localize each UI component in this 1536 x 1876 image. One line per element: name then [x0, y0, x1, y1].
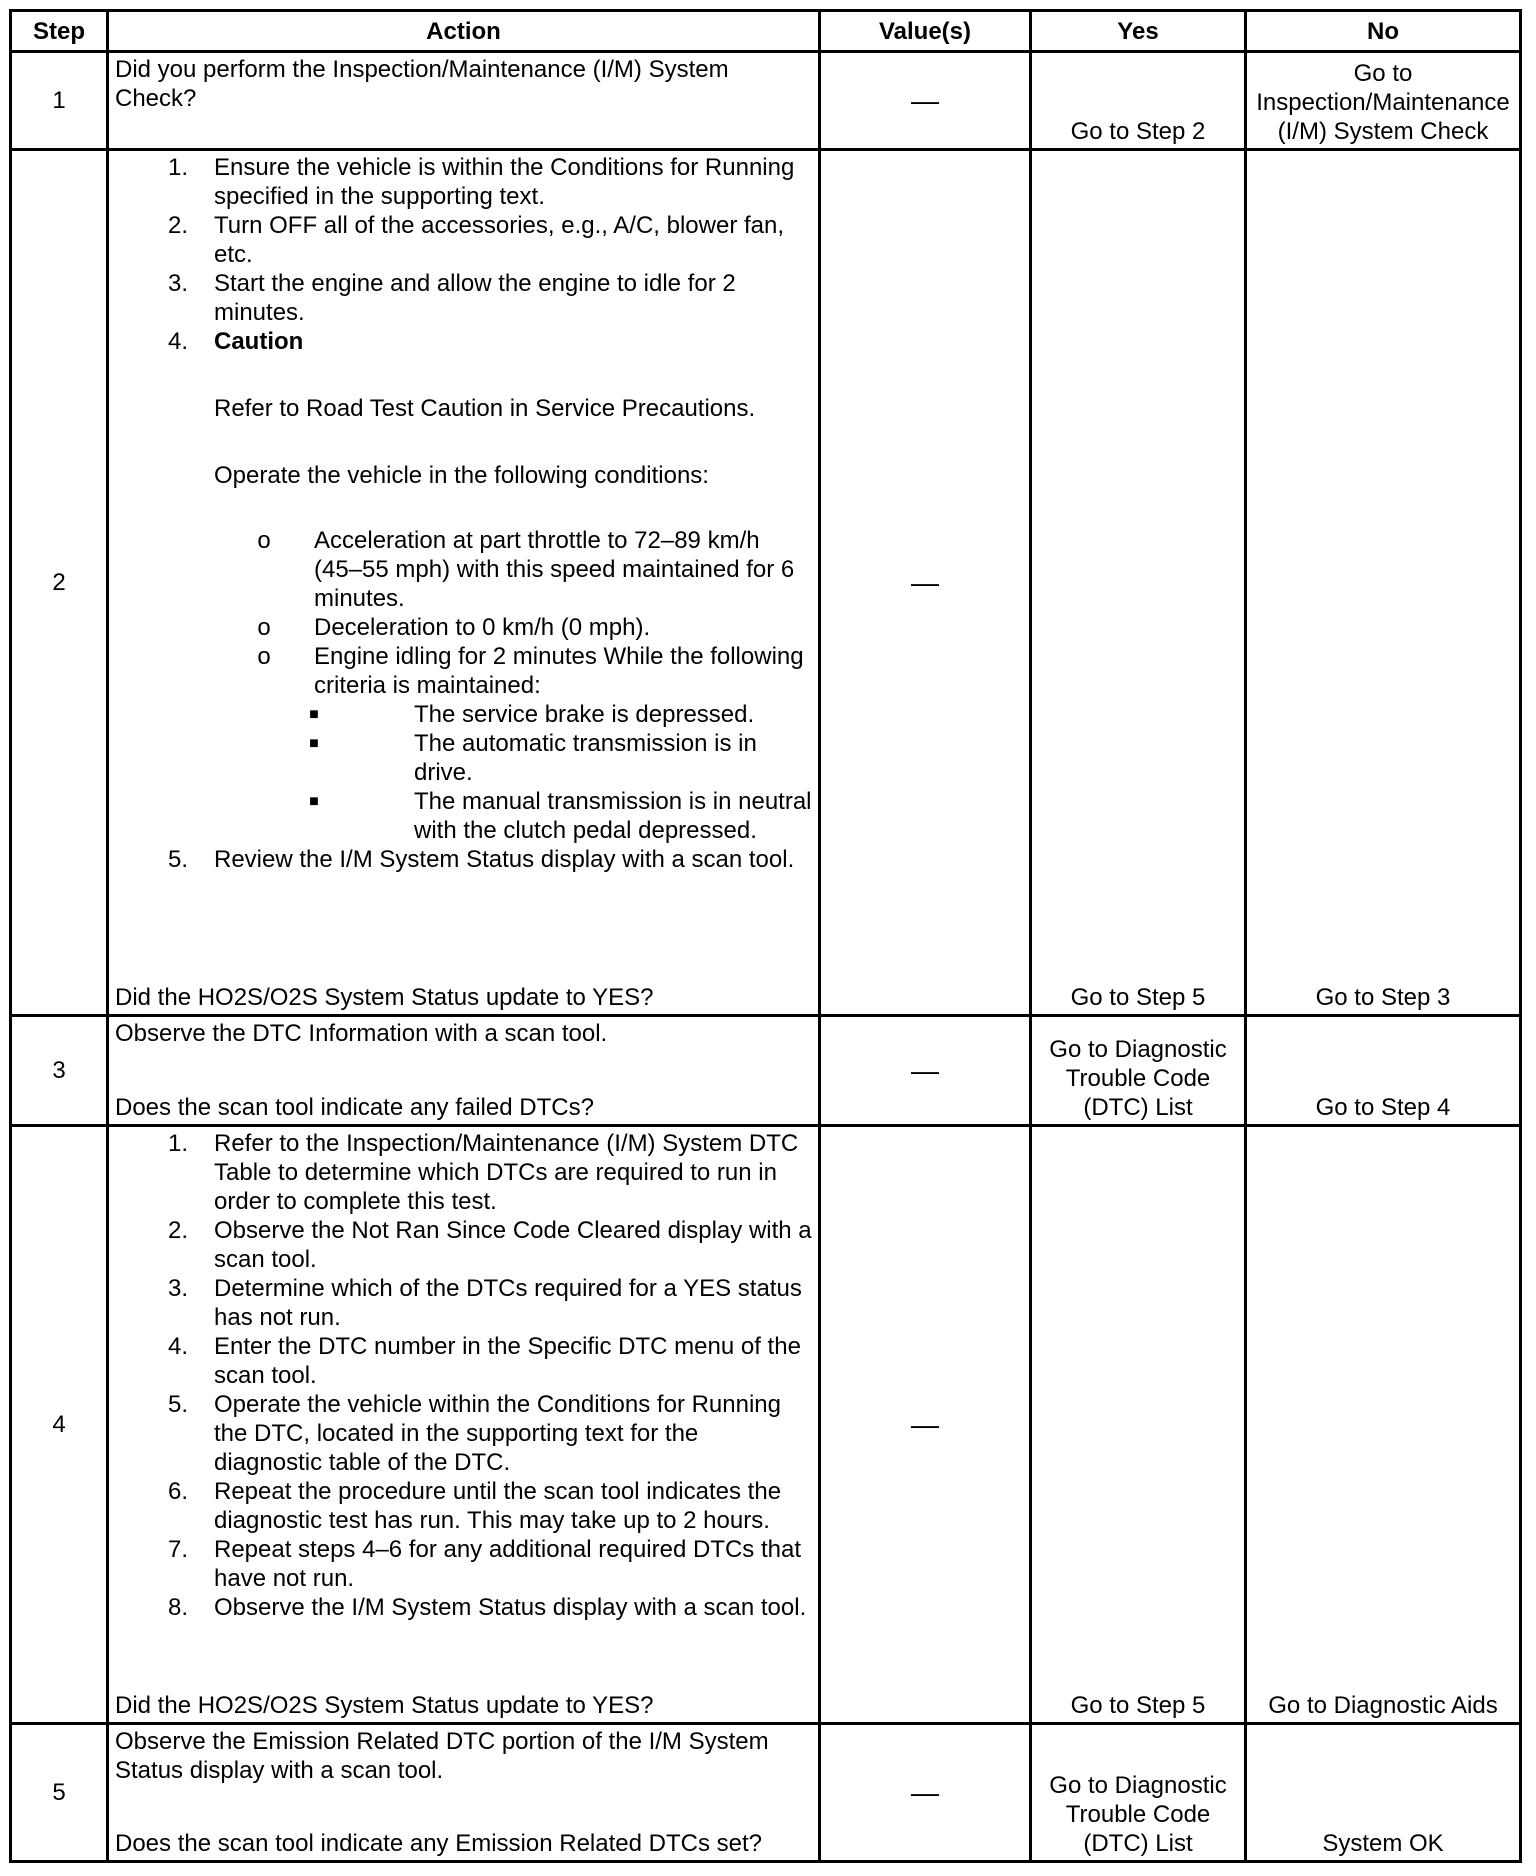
action-text: Observe the Emission Related DTC portion of the I/M System Status display with a scan tool.: [115, 1728, 769, 1784]
question-text: Did the HO2S/O2S System Status update to YES?: [115, 984, 654, 1011]
action-text: Did you perform the Inspection/Maintenance (I/M) System Check?: [115, 56, 729, 112]
list-item: 1. Refer to the Inspection/Maintenance (I/M) System DTC Table to determine which DTCs are required to run in order to complete this test.: [167, 1130, 799, 1215]
diagnostic-table: [9, 9, 1522, 1863]
caution-label: Caution: [214, 328, 304, 355]
list-item: o Engine idling for 2 minutes While the following criteria is maintained: ■ The service brake is depressed. ■ The automatic transmission is in drive. ■ The manual transmission is in neutral with the clutch pedal depressed.: [214, 642, 812, 845]
yes-link[interactable]: Go to Step 2: [1031, 52, 1246, 150]
table-row: [11, 52, 1521, 150]
step-number: 2: [11, 150, 108, 1016]
list-item: 4. Enter the DTC number in the Specific DTC menu of the scan tool.: [167, 1333, 801, 1389]
list-item: 6. Repeat the procedure until the scan tool indicates the diagnostic test has run. This may take up to 2 hours.: [167, 1478, 782, 1534]
list-item: 3. Start the engine and allow the engine to idle for 2 minutes.: [167, 270, 736, 326]
list-item: 3. Determine which of the DTCs required for a YES status has not run.: [167, 1275, 802, 1331]
list-item: 8. Observe the I/M System Status display with a scan tool.: [167, 1594, 807, 1621]
header-step: Step: [11, 11, 108, 52]
action-cell: [108, 52, 820, 150]
question-text: Does the scan tool indicate any Emission Related DTCs set?: [115, 1830, 762, 1857]
list-item: 2. Observe the Not Ran Since Code Cleared display with a scan tool.: [167, 1217, 812, 1273]
no-link[interactable]: Go to Inspection/Maintenance (I/M) System Check: [1246, 52, 1521, 150]
yes-link[interactable]: Go to Diagnostic Trouble Code (DTC) List: [1031, 1724, 1246, 1862]
question-text: Does the scan tool indicate any failed DTCs?: [115, 1094, 594, 1121]
criteria-list: [309, 700, 812, 845]
header-action: Action: [108, 11, 820, 52]
action-cell: [108, 1126, 820, 1724]
header-yes: Yes: [1031, 11, 1246, 52]
step-number: 3: [11, 1016, 108, 1126]
action-cell: [108, 150, 820, 1016]
step-number: 5: [11, 1724, 108, 1862]
yes-link[interactable]: Go to Step 5: [1031, 150, 1246, 1016]
list-item: 2. Turn OFF all of the accessories, e.g., A/C, blower fan, etc.: [167, 212, 785, 268]
list-item: o Acceleration at part throttle to 72–89 km/h (45–55 mph) with this speed maintained for 6 minutes.: [257, 527, 795, 612]
action-text: Observe the DTC Information with a scan tool.: [115, 1020, 608, 1047]
list-item: ■ The manual transmission is in neutral with the clutch pedal depressed.: [309, 788, 812, 844]
value-cell: —: [820, 150, 1031, 1016]
table-row: [11, 1016, 1521, 1126]
header-values: Value(s): [820, 11, 1031, 52]
list-item: 1. Ensure the vehicle is within the Conditions for Running specified in the supporting text.: [167, 154, 795, 210]
list-item: 4. Caution Refer to Road Test Caution in Service Precautions. Operate the vehicle in the following conditions: o Acceleration at part throttle to 72–89 km/h (45–55 mph) with this speed maintained for 6 minutes. o Deceleration to 0 km/h (0 mph). o Engine idling for 2 minutes While the following criteria is maintained: ■ The service brake is depressed. ■ The automatic transmission is in drive. ■ The manual transmission is in neutral with the clutch pedal depressed.: [167, 328, 812, 844]
value-cell: —: [820, 52, 1031, 150]
list-item: 5. Review the I/M System Status display with a scan tool.: [167, 846, 795, 873]
conditions-list: [214, 526, 812, 845]
no-link[interactable]: Go to Step 3: [1246, 150, 1521, 1016]
operate-text: Operate the vehicle in the following conditions:: [214, 462, 709, 489]
table-row: [11, 1724, 1521, 1862]
yes-link[interactable]: Go to Step 5: [1031, 1126, 1246, 1724]
question-text: Did the HO2S/O2S System Status update to YES?: [115, 1692, 654, 1719]
action-cell: [108, 1016, 820, 1126]
value-cell: —: [820, 1126, 1031, 1724]
list-item: o Deceleration to 0 km/h (0 mph).: [257, 614, 651, 641]
value-cell: —: [820, 1016, 1031, 1126]
no-link[interactable]: Go to Diagnostic Aids: [1246, 1126, 1521, 1724]
step-number: 1: [11, 52, 108, 150]
header-row: [11, 11, 1521, 52]
step-number: 4: [11, 1126, 108, 1724]
caution-text: Refer to Road Test Caution in Service Precautions.: [214, 395, 756, 422]
value-cell: —: [820, 1724, 1031, 1862]
no-link[interactable]: System OK: [1246, 1724, 1521, 1862]
header-no: No: [1246, 11, 1521, 52]
yes-link[interactable]: Go to Diagnostic Trouble Code (DTC) List: [1031, 1016, 1246, 1126]
list-item: ■ The automatic transmission is in drive.: [309, 730, 757, 786]
procedure-list: [115, 1129, 812, 1622]
list-item: 7. Repeat steps 4–6 for any additional required DTCs that have not run.: [167, 1536, 802, 1592]
table-row: [11, 1126, 1521, 1724]
action-cell: [108, 1724, 820, 1862]
list-item: 5. Operate the vehicle within the Conditions for Running the DTC, located in the supporting text for the diagnostic table of the DTC.: [167, 1391, 781, 1476]
procedure-list: [115, 153, 812, 874]
list-item: ■ The service brake is depressed.: [309, 701, 755, 728]
no-link[interactable]: Go to Step 4: [1246, 1016, 1521, 1126]
table-row: [11, 150, 1521, 1016]
